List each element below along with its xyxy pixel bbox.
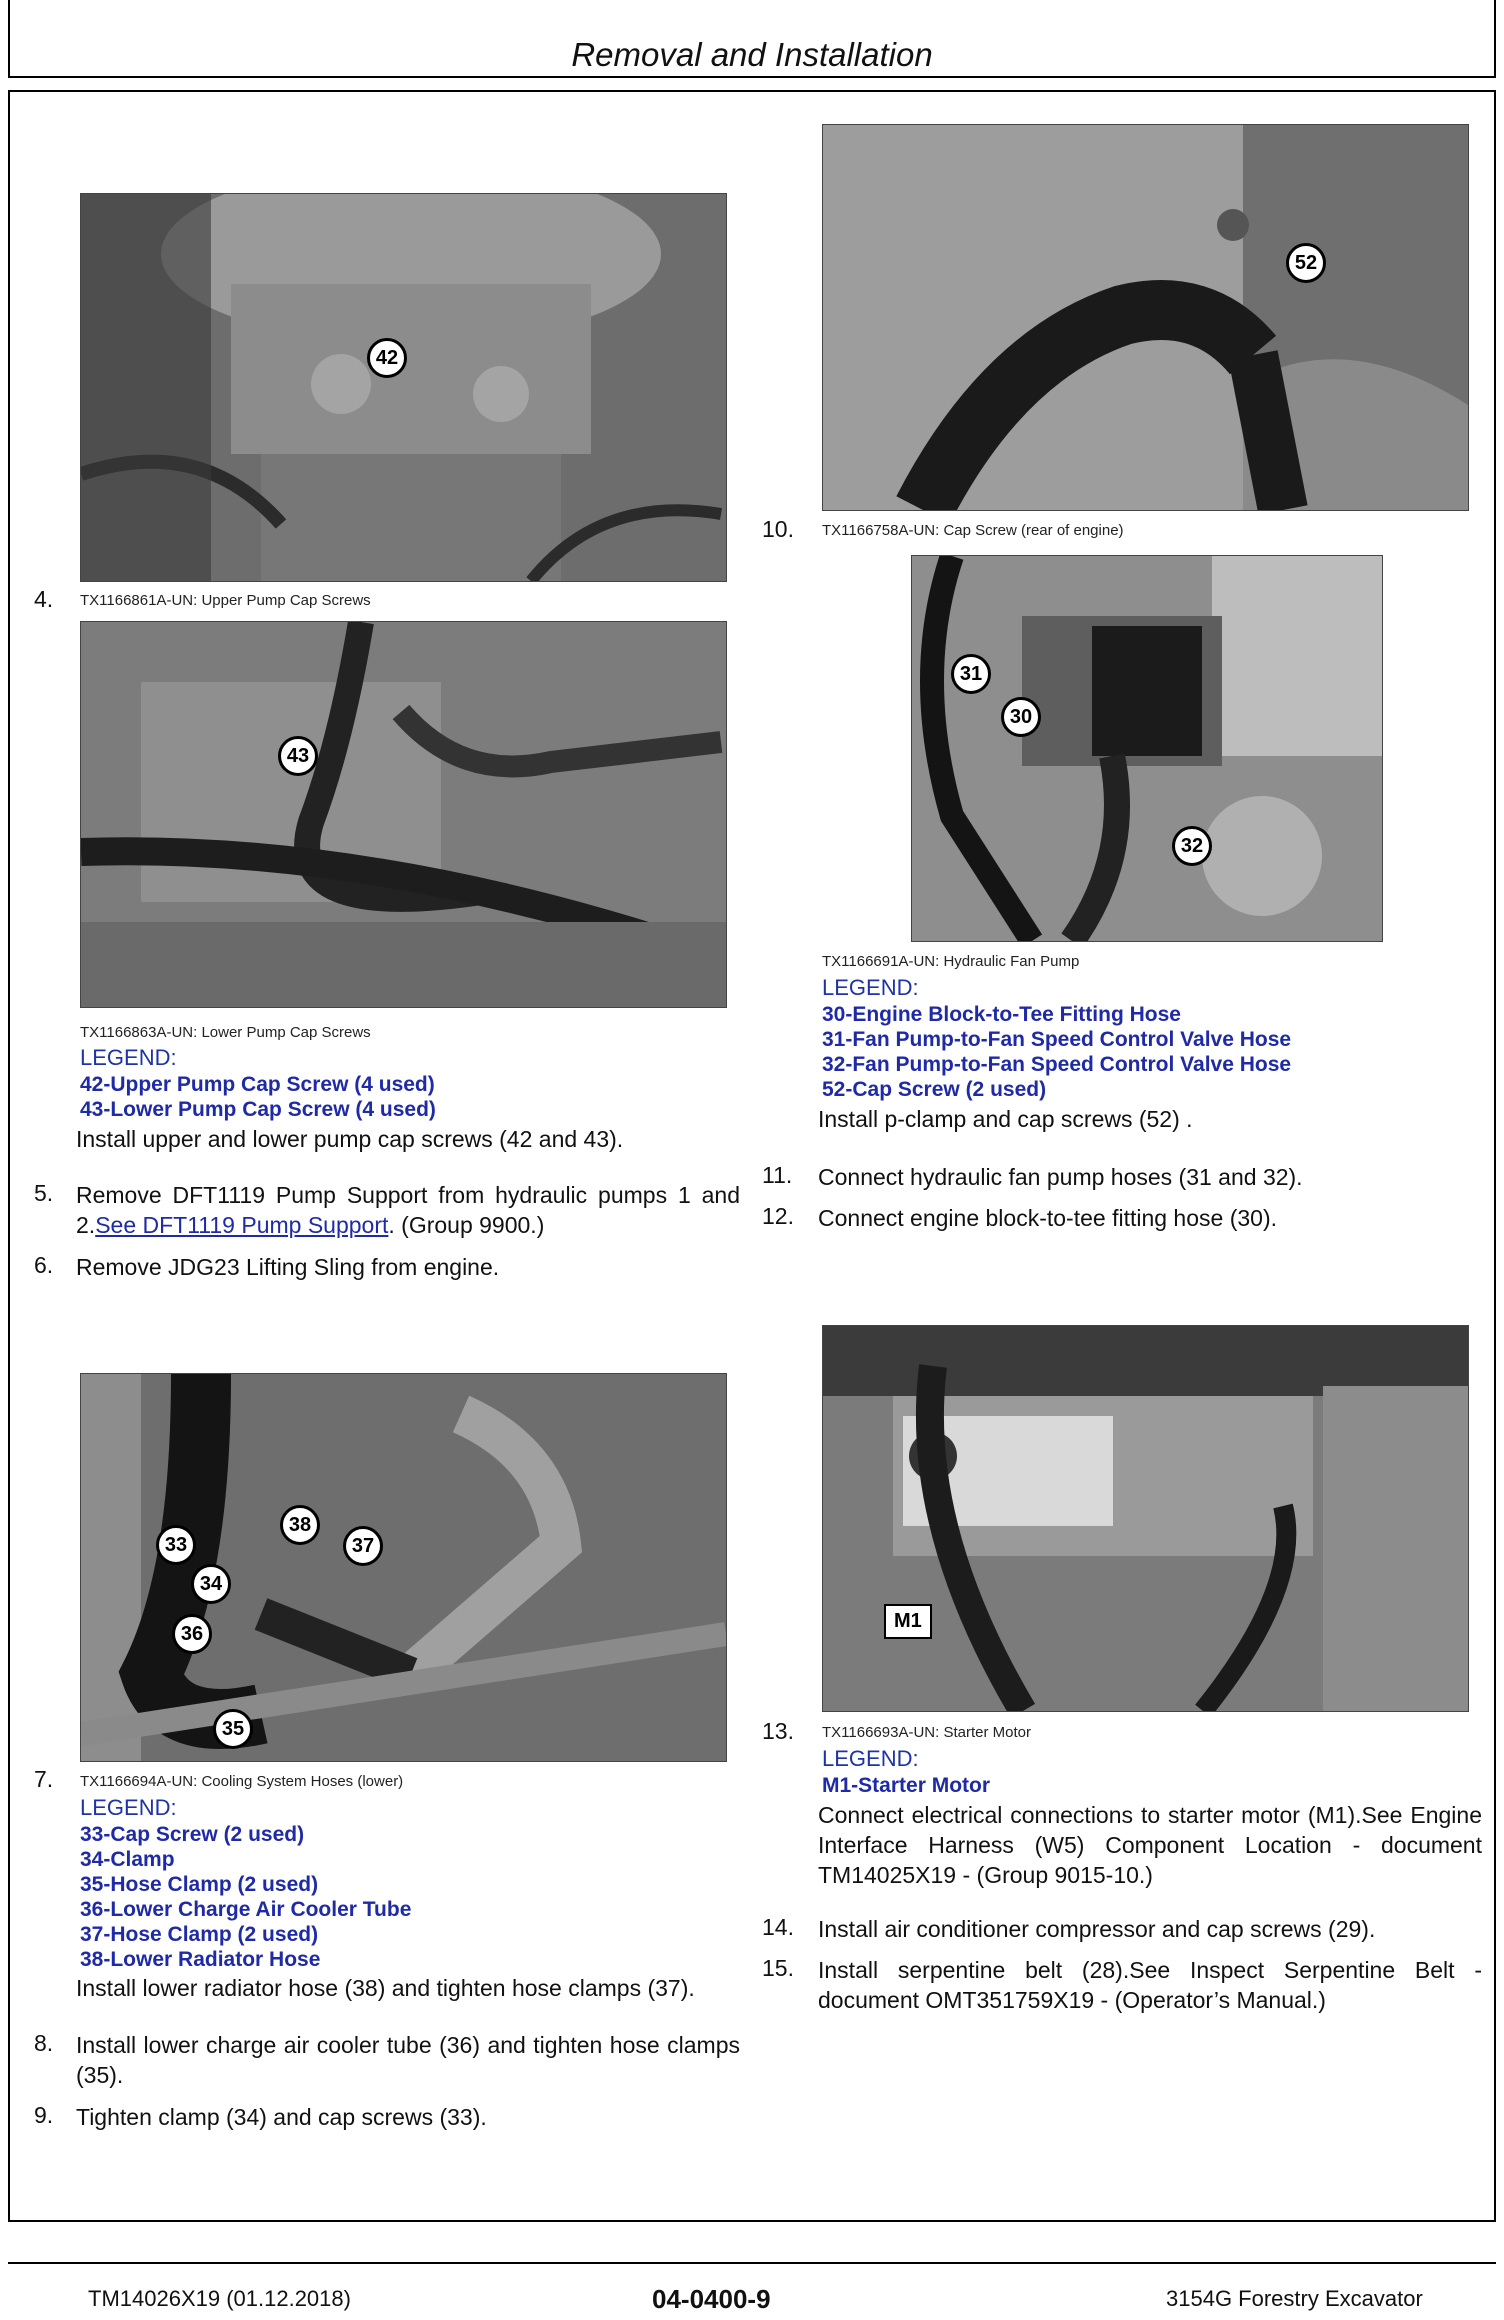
footer-rule (8, 2262, 1496, 2264)
legend-item: M1-Starter Motor (822, 1774, 991, 1797)
legend-item: 31-Fan Pump-to-Fan Speed Control Valve Hose (822, 1028, 1292, 1051)
step-number: 9. (34, 2102, 54, 2128)
step-text: Connect hydraulic fan pump hoses (31 and 32). (818, 1164, 1303, 1190)
step-text: Tighten clamp (34) and cap screws (33). (76, 2104, 487, 2130)
legend-title: LEGEND: (822, 1746, 919, 1771)
callout-36: 36 (172, 1614, 212, 1654)
footer-machine-name: 3154G Forestry Excavator (1166, 2286, 1423, 2311)
fan-pump-photo (911, 555, 1383, 942)
legend-item: 43-Lower Pump Cap Screw (4 used) (80, 1098, 436, 1121)
figure-caption: TX1166758A-UN: Cap Screw (rear of engine) (822, 522, 1124, 539)
footer-page-number: 04-0400-9 (652, 2284, 771, 2314)
instruction-text: Install lower radiator hose (38) and tighten hose clamps (37). (76, 1975, 695, 2001)
legend-item: 30-Engine Block-to-Tee Fitting Hose (822, 1003, 1181, 1026)
callout-37: 37 (343, 1526, 383, 1566)
legend-item: 42-Upper Pump Cap Screw (4 used) (80, 1073, 435, 1096)
legend-title: LEGEND: (80, 1045, 177, 1070)
callout-33: 33 (156, 1525, 196, 1565)
lower-pump-photo (80, 621, 727, 1008)
instruction-text: Connect electrical connections to starter motor (M1).See Engine Interface Harness (W5) Component Location - document TM14025X19 - (Group 9015-10.) (818, 1802, 1482, 1888)
step-number: 15. (762, 1955, 794, 1981)
instruction-text: Install p-clamp and cap screws (52) . (818, 1106, 1193, 1132)
step-text (76, 1180, 740, 1240)
legend-item: 35-Hose Clamp (2 used) (80, 1873, 319, 1896)
step-text-part: Remove DFT1119 Pump Support from hydraulic pumps 1 and 2. (76, 1182, 740, 1238)
pump-support-link[interactable]: See DFT1119 Pump Support (95, 1212, 389, 1238)
legend-item: 32-Fan Pump-to-Fan Speed Control Valve Hose (822, 1053, 1292, 1076)
step-number: 14. (762, 1914, 794, 1940)
step-number: 7. (34, 1766, 54, 1792)
step-text: Install serpentine belt (28).See Inspect Serpentine Belt - document OMT351759X19 - (Operator’s Manual.) (818, 1957, 1482, 2013)
legend-item: 36-Lower Charge Air Cooler Tube (80, 1898, 412, 1921)
legend-item: 38-Lower Radiator Hose (80, 1948, 321, 1971)
page-title: Removal and Installation (571, 36, 933, 73)
figure-caption: TX1166691A-UN: Hydraulic Fan Pump (822, 953, 1080, 970)
callout-30: 30 (1001, 697, 1041, 737)
callout-35: 35 (213, 1709, 253, 1749)
step-number: 11. (762, 1162, 793, 1188)
step-text: Connect engine block-to-tee fitting hose (30). (818, 1205, 1277, 1231)
legend-item: 34-Clamp (80, 1848, 175, 1871)
step-text: Install lower charge air cooler tube (36) and tighten hose clamps (35). (76, 2032, 740, 2088)
step-number: 6. (34, 1252, 54, 1278)
step-number: 13. (762, 1718, 794, 1744)
legend-title: LEGEND: (80, 1795, 177, 1820)
figure-caption: TX1166694A-UN: Cooling System Hoses (lower) (80, 1773, 404, 1790)
step-text: Remove JDG23 Lifting Sling from engine. (76, 1254, 500, 1280)
step-number: 10. (762, 516, 794, 542)
legend-item: 52-Cap Screw (2 used) (822, 1078, 1047, 1101)
figure-caption: TX1166693A-UN: Starter Motor (822, 1724, 1031, 1741)
step-number: 12. (762, 1203, 794, 1229)
step-text: Install air conditioner compressor and cap screws (29). (818, 1916, 1376, 1942)
cooling-hoses-photo (80, 1373, 727, 1762)
figure-caption: TX1166861A-UN: Upper Pump Cap Screws (80, 592, 371, 609)
step-number: 4. (34, 586, 54, 612)
legend-item: 37-Hose Clamp (2 used) (80, 1923, 319, 1946)
starter-motor-photo (822, 1325, 1469, 1712)
callout-32: 32 (1172, 826, 1212, 866)
callout-m1: M1 (884, 1604, 932, 1639)
figure-caption: TX1166863A-UN: Lower Pump Cap Screws (80, 1024, 371, 1041)
upper-pump-photo (80, 193, 727, 582)
callout-34: 34 (191, 1564, 231, 1604)
callout-38: 38 (280, 1505, 320, 1545)
legend-item: 33-Cap Screw (2 used) (80, 1823, 305, 1846)
step-number: 8. (34, 2030, 54, 2056)
callout-52: 52 (1286, 243, 1326, 283)
step-text-part: . (Group 9900.) (388, 1212, 545, 1238)
instruction-text: Install upper and lower pump cap screws (42 and 43). (76, 1126, 624, 1152)
callout-42: 42 (367, 338, 407, 378)
legend-title: LEGEND: (822, 975, 919, 1000)
callout-31: 31 (951, 654, 991, 694)
callout-43: 43 (278, 736, 318, 776)
rear-engine-photo (822, 124, 1469, 511)
step-number: 5. (34, 1180, 54, 1206)
footer-manual-id: TM14026X19 (01.12.2018) (88, 2286, 351, 2311)
